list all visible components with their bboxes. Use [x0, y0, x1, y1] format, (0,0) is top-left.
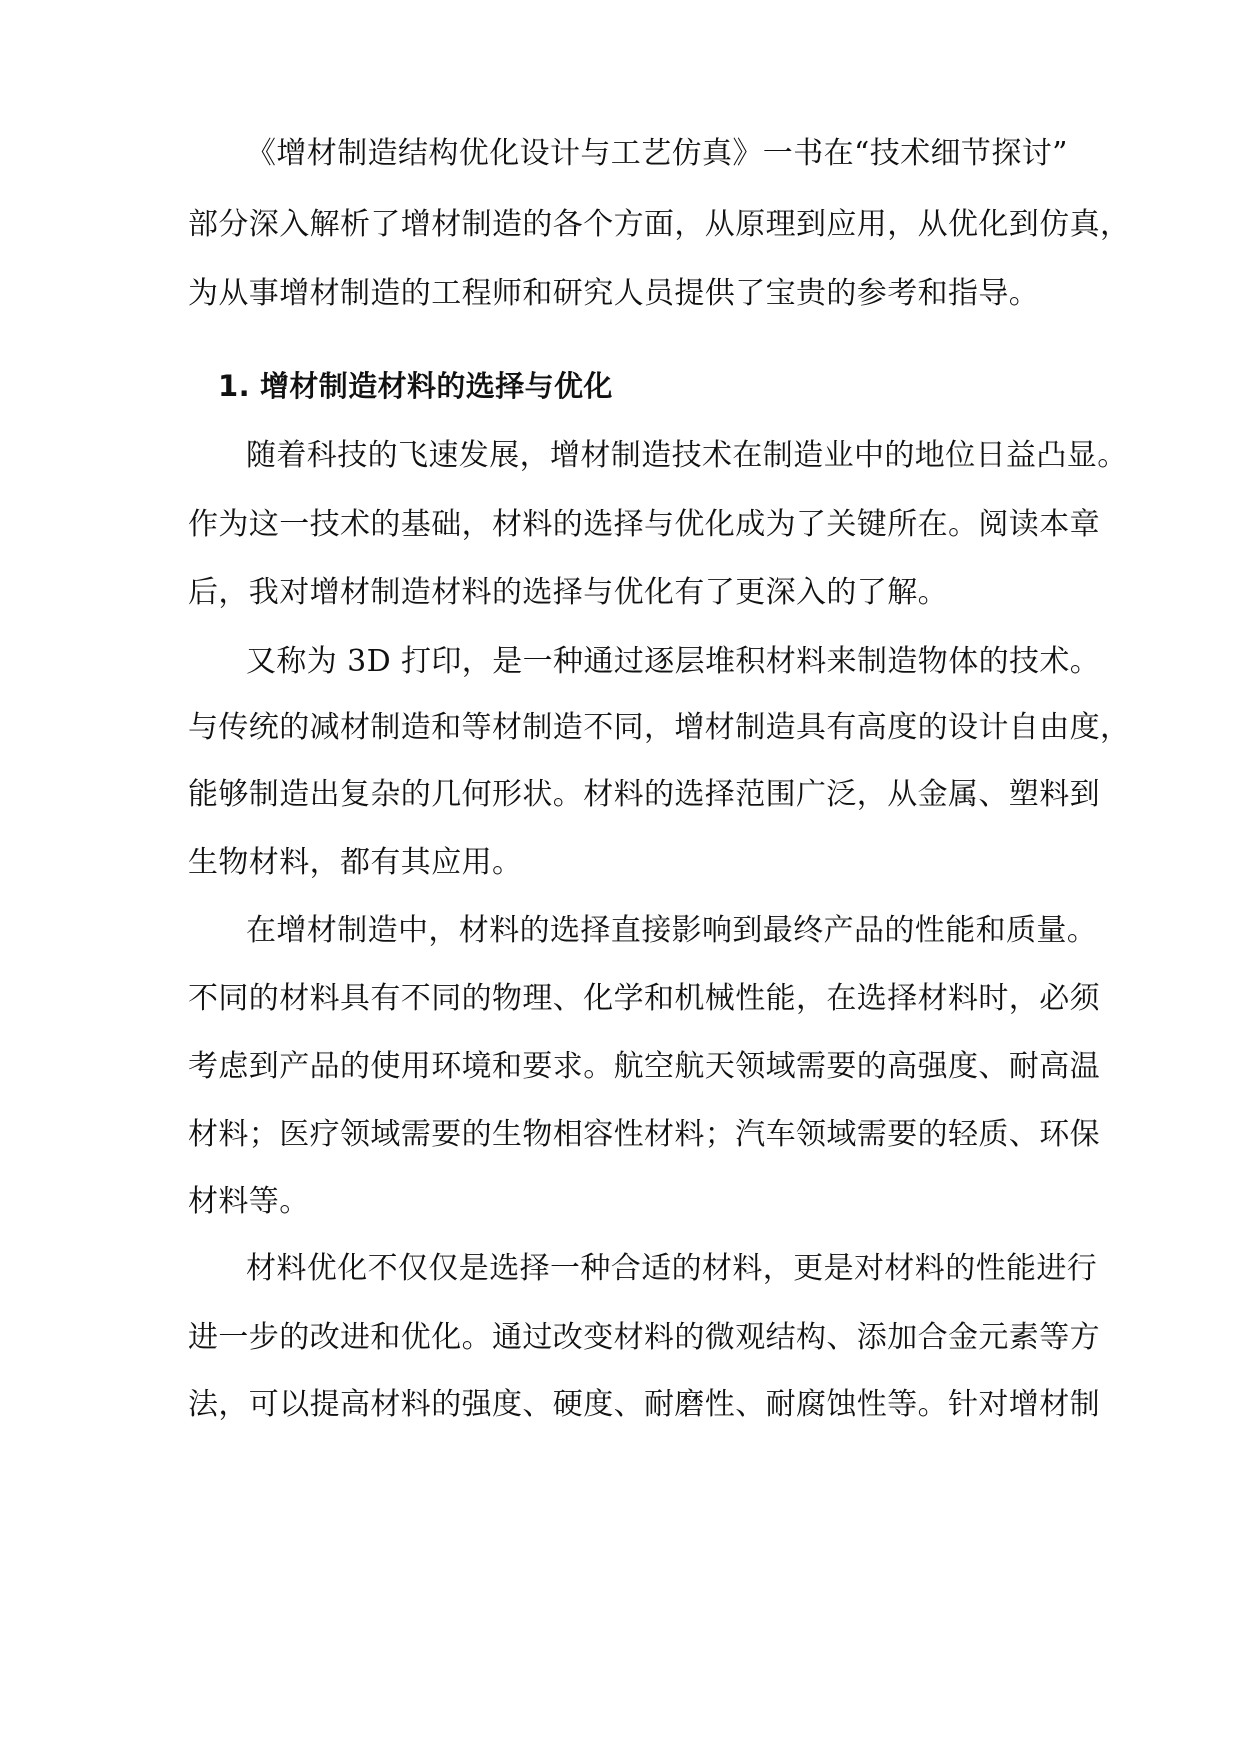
- section-title: 增材制造材料的选择与优化: [260, 369, 613, 403]
- paragraph-1-line-1: 随着科技的飞速发展，增材制造技术在制造业中的地位日益凸显。: [246, 438, 1128, 473]
- paragraph-3-line-3: 考虑到产品的使用环境和要求。航空航天领域需要的高强度、耐高温: [188, 1049, 1100, 1084]
- paragraph-1-line-3: 后，我对增材制造材料的选择与优化有了更深入的了解。: [188, 575, 948, 610]
- paragraph-2-line-4: 生物材料，都有其应用。: [188, 845, 523, 880]
- paragraph-3-line-4: 材料；医疗领域需要的生物相容性材料；汽车领域需要的轻质、环保: [188, 1117, 1100, 1152]
- paragraph-4-line-2: 进一步的改进和优化。通过改变材料的微观结构、添加合金元素等方: [188, 1320, 1100, 1355]
- intro-line-3: 为从事增材制造的工程师和研究人员提供了宝贵的参考和指导。: [188, 276, 1040, 311]
- paragraph-2-line-3: 能够制造出复杂的几何形状。材料的选择范围广泛，从金属、塑料到: [188, 777, 1100, 812]
- paragraph-2-line-1: 又称为 3D 打印，是一种通过逐层堆积材料来制造物体的技术。: [246, 644, 1101, 679]
- section-number: 1.: [218, 369, 250, 403]
- paragraph-3-line-1: 在增材制造中，材料的选择直接影响到最终产品的性能和质量。: [246, 913, 1098, 948]
- intro-line-2: 部分深入解析了增材制造的各个方面，从原理到应用，从优化到仿真，: [188, 207, 1131, 242]
- paragraph-4-line-1: 材料优化不仅仅是选择一种合适的材料，更是对材料的性能进行: [246, 1251, 1098, 1286]
- paragraph-2-line-2: 与传统的减材制造和等材制造不同，增材制造具有高度的设计自由度，: [188, 710, 1131, 745]
- section-heading: [218, 366, 1088, 406]
- paragraph-3-line-5: 材料等。: [188, 1184, 310, 1219]
- intro-line-1: 《增材制造结构优化设计与工艺仿真》一书在“技术细节探讨”: [246, 136, 1068, 171]
- paragraph-4-line-3: 法，可以提高材料的强度、硬度、耐磨性、耐腐蚀性等。针对增材制: [188, 1387, 1100, 1422]
- paragraph-1-line-2: 作为这一技术的基础，材料的选择与优化成为了关键所在。阅读本章: [188, 507, 1100, 542]
- paragraph-3-line-2: 不同的材料具有不同的物理、化学和机械性能，在选择材料时，必须: [188, 981, 1100, 1016]
